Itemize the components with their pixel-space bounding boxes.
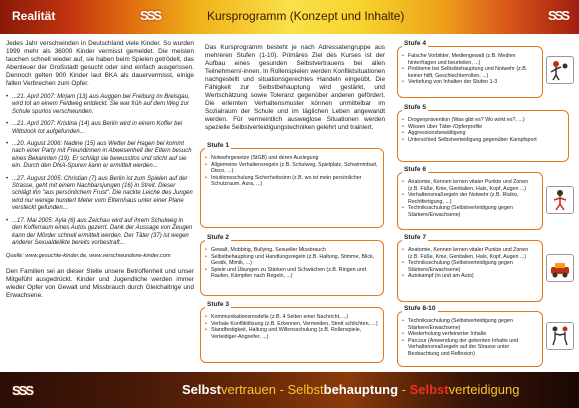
footer-bar [0,372,579,408]
stufe-3-box [200,301,384,363]
slogan-sep: - [275,382,288,397]
stufe-item: • Standfestigkeit, Haltung und Willensschulung (z.B. Rollenspiele, Verteidiger-Angreifer, ...) [211,327,379,340]
stufe-item: • Wissen über Täter-/Opferprofile [408,124,564,131]
stufe-item: • Selbstbehauptung und Handlungsregeln (z.B. Haltung, Stimme, Blick, Gestik, Mimik, ...) [211,254,379,267]
source-note: Quelle: www.gesuchte-kinder.de, www.verschwundene-kinder.com [6,253,171,260]
slogan-part: vertrauen [221,382,276,397]
case-item: • ...27. August 2005: Christian (7) aus Berlin ist zum Spielen auf der Strasse, geht mit einem Nachbarsjungen (16) in Streit. Dieser schlägt ihn "aus persönlichem Frust". Die nackte Leiche des Jungen wird nur wenige hundert Meter vom Elternhaus unter einer Plane versteckt gefunden... [6,176,194,213]
case-item: • ...17. Mai 2005: Ayla (6) aus Zeichau wird auf ihrem Schulweg in den Kofferraum eines Autos gezerrt. Dank der Aussage von Zeugen kann der Mörder schnell ermittelt werden. Der Täter (37) ist wegen anderer Sexualdelikte bereits vorbestraft... [6,218,194,248]
stufe-1-box [200,142,384,228]
stufe-item: • Verbale Konfliktlösung (z.B. Erkennen, Vermeiden, Streit schlichten, ...) [211,321,379,328]
stufe-item: • Parcour (Anwendung der gelernten Inhalte und Verhaltensmaßregeln auf der Strasse unter Beobachtung und Reflexion) [408,338,538,358]
program-intro: Das Kursprogramm besteht je nach Adressatengruppe aus mehreren Stufen (1-10). Primäres Ziel des Kurses ist der Aufbau eines gesunden Selbstvertrauens bei allen Teilnehmern/-innen. In Rollenspielen werden Konfliktsituationen nachgestellt und situationsgerechtes Handeln eingeübt. Die Fähigkeit zur Selbstbehauptung wird gestärkt, und Wertschätzung sowie Toleranz gegenüber anderen gefördert. Die erlernten Verhaltensmuster können unmittelbar im Sozialraum der Schule und im täglichen Leben angewandt werden. Für vermeintlich ausweglose Situationen werden spezielle Selbstverteidigungstechniken gelehrt und trainiert. [205,44,385,131]
case-item: • ...21. April 2007: Mirjam (13) aus Auggen bei Freiburg im Breisgau, wird tot an einem Feldweg entdeckt. Sie war früh auf dem Weg zur Schule spurlos verschwunden. [6,94,194,116]
slogan-part: behauptung [323,382,399,397]
stufe-label: Stufe 7 [404,234,426,241]
slogan-part: Selbst [409,382,449,397]
slogan-part: Selbst [287,382,324,397]
stufe-item: • Wiederholung verfeinerter Inhalte [408,331,538,338]
stufe-label: Stufe 1 [207,142,229,149]
illustration-icon [546,322,574,350]
logo-right: SSS [548,8,569,23]
illustration-icon [546,254,574,282]
stufe-item: • Unterschied Selbstverteidigung gegenüber Kampfsport [408,137,564,144]
stufe-label: Stufe 4 [404,40,426,47]
stufe-item: • Probleme bei Selbstbehauptung und Notwehr (z.B. keiner hilft, Geschlechterrollen, ...) [408,66,538,79]
stufe-label: Stufe 3 [207,301,229,308]
logo-left: SSS [140,8,161,23]
case-item: • ...20. August 2006: Nadine (15) aus Wetter bei Hagen bei kommt nach einer Party mit Freundinnen in Abwesenheit der Eltern besuch eines Bekannten (19). Er schlägt sie bewusstlos und sticht auf sie ein. Durch den DNA-Spuren kann er ermittelt werden... [6,141,194,171]
stufe-item: • Drogenprävention (Was gibt es? Wo wirkt es?, ...) [408,117,564,124]
reality-outro: Den Familien sei an dieser Stelle unsere Betroffenheit und unser Mitgefühl ausgedrückt. Kinder und Jugendliche werden immer wieder Opfer von Gewalt und Missbrauch durch Gleichaltrige und Erwachsene. [6,268,194,300]
illustration-icon [546,56,574,84]
stufe-8-10-box [397,305,543,367]
stufe-item: • Techniksschulung (Selbstverteidigung gegen Stärkere/Erwachsene) [408,205,538,218]
stufe-item: • Gewalt, Mobbing, Bullying, Sexueller Missbrauch [211,247,379,254]
slogan-part: verteidigung [448,382,520,397]
stufe-5-box [397,104,569,162]
stufe-7-box [397,234,543,302]
stufe-item: • Intuitionsschulung Sicherheitssinn (z.B. wo ist mein persönlicher Schutzraum, Aura, ...) [211,175,379,188]
stufe-item: • Allgemeine Verhaltensregeln (z.B. Schulweg, Spielplatz, Schwimmbad, Disco, ...) [211,162,379,175]
stufe-item: • Spiele und Übungen zu Stärken und Schwächen (z.B. Ringen und Raufen, Kämpfen nach Regeln, ...) [211,267,379,280]
stufe-item: • Notwehrgesetze (StGB) und deren Auslegung [211,155,379,162]
right-title: Kursprogramm (Konzept und Inhalte) [207,9,405,23]
slogan [182,382,519,397]
stufe-item: • Techniksschulung (Selbstverteidigung gegen Stärkere/Erwachsene) [408,260,538,273]
stufe-label: Stufe 8-10 [404,305,436,312]
header-bar [0,0,579,34]
stufe-item: • Anatomie, Kennen lernen vitaler Punkte und Zonen (z.B. Füße, Knie, Genitalien, Hals, Kopf, Augen ...) [408,179,538,192]
reality-column [6,40,194,306]
illustration-icon [546,186,574,214]
stufe-label: Stufe 6 [404,166,426,173]
stufe-label: Stufe 5 [404,104,426,111]
case-item: • ...21. April 2007: Kristina (14) aus Berlin wird in einem Koffer bei Wittstock tot aufgefunden... [6,121,194,136]
stufe-2-box [200,234,384,296]
stufe-item: • Kommunikationsmodelle (z.B. 4 Seiten einer Nachricht, ...) [211,314,379,321]
stufe-item: • Verhaltensmaßregeln der Notwehr (z.B. Risiko, Rechtfertigung, ...) [408,192,538,205]
stufe-item: • Autokampf (in und am Auto) [408,273,538,280]
stufe-item: • Falsche Vorbilder, Mediengewalt (z.B. Medien hinterfragen und beurteilen, ...) [408,53,538,66]
left-title: Realität [12,9,56,23]
stufe-6-box [397,166,543,230]
reality-intro: Jedes Jahr verschwinden in Deutschland viele Kinder. So wurden 1999 mehr als 36000 Kinder vermisst gemeldet. Die meisten tauchen schnell wieder auf, sie haben beim Spielen getrödelt, das Abenteuer der Großstadt gesucht oder sind einfach ausgerissen. Dennoch gelten 900 Kinder laut BKA als dauervermisst, einige fallen Verbrechen zum Opfer. [6,40,194,87]
stufe-item: • Vertiefung von Inhalten der Stufen 1-3 [408,79,538,86]
stufe-item: • Aggressionsbewältigung [408,130,564,137]
slogan-sep: - [398,382,410,397]
stufe-item: • Techniksschulung (Selbstverteidigung gegen Stärkere/Erwachsene) [408,318,538,331]
slogan-part: Selbst [182,382,222,397]
stufe-4-box [397,40,543,98]
logo-footer: SSS [12,383,33,398]
stufe-label: Stufe 2 [207,234,229,241]
stufe-item: • Anatomie, Kennen lernen vitaler Punkte und Zonen (z.B. Füße, Knie, Genitalien, Hals, Kopf, Augen ...) [408,247,538,260]
